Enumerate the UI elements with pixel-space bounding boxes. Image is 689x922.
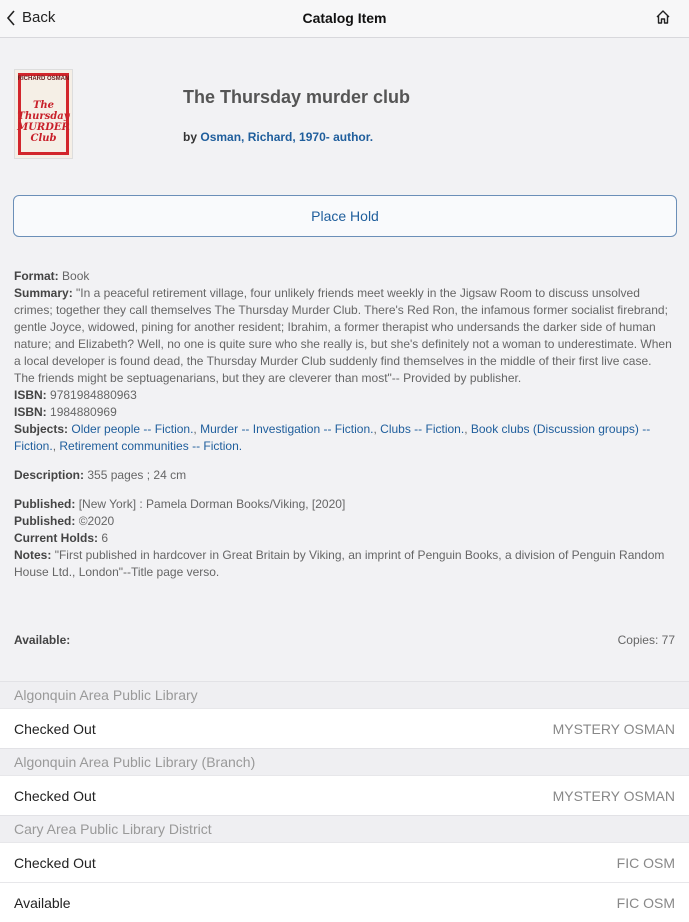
author-line: by Osman, Richard, 1970- author. xyxy=(183,130,374,144)
copy-row[interactable] xyxy=(0,882,689,922)
item-details xyxy=(14,268,674,581)
notes-row: Notes: "First published in hardcover in Great Britain by Viking, an imprint of Penguin Books, a division of Penguin Random House Ltd., London"--Title page verso. xyxy=(14,548,665,579)
published-row: Published: [New York] : Pamela Dorman Books/Viking, [2020] xyxy=(14,497,346,511)
call-number: FIC OSM xyxy=(616,854,675,871)
page-title: Catalog Item xyxy=(302,10,387,26)
available-label: Available: xyxy=(14,633,71,647)
home-button[interactable] xyxy=(655,9,671,30)
format-row: Format: Book xyxy=(14,269,90,283)
subjects-row: Subjects: Older people -- Fiction., Murder -- Investigation -- Fiction., Clubs -- Fiction., Book clubs (Discussion groups) -- Fiction., Retirement communities -- Fiction. xyxy=(14,422,651,453)
copy-status: Checked Out xyxy=(14,787,96,804)
subject-link[interactable]: Murder -- Investigation -- Fiction. xyxy=(200,422,374,436)
cover-title: The Thursday MURDER Club xyxy=(17,100,70,144)
navigation-bar xyxy=(0,0,689,38)
isbn-row: ISBN: 1984880969 xyxy=(14,405,117,419)
library-header: Cary Area Public Library District xyxy=(0,815,689,842)
author-link[interactable]: Osman, Richard, 1970- author. xyxy=(200,130,374,144)
item-title: The Thursday murder club xyxy=(183,87,411,107)
isbn-row: ISBN: 9781984880963 xyxy=(14,388,137,402)
copy-status: Available xyxy=(14,894,71,911)
description-row: Description: 355 pages ; 24 cm xyxy=(14,468,187,482)
copies-count: Copies: 77 xyxy=(617,633,675,647)
copy-status: Checked Out xyxy=(14,720,96,737)
library-header: Algonquin Area Public Library (Branch) xyxy=(0,748,689,775)
call-number: MYSTERY OSMAN xyxy=(552,787,675,804)
copy-row[interactable] xyxy=(0,842,689,882)
library-header: Algonquin Area Public Library xyxy=(0,681,689,708)
published-row: Published: ©2020 xyxy=(14,514,115,528)
copy-status: Checked Out xyxy=(14,854,96,871)
subject-link[interactable]: Clubs -- Fiction. xyxy=(380,422,465,436)
place-hold-button[interactable]: Place Hold xyxy=(13,195,677,237)
holdings-list xyxy=(0,681,689,922)
book-cover-image xyxy=(14,69,73,159)
call-number: FIC OSM xyxy=(616,894,675,911)
call-number: MYSTERY OSMAN xyxy=(552,720,675,737)
subject-link[interactable]: Retirement communities -- Fiction. xyxy=(59,439,243,453)
subject-link[interactable]: Book clubs (Discussion groups) -- Fiction. xyxy=(14,422,651,453)
cover-author: RICHARD OSMAN xyxy=(17,76,70,82)
copy-row[interactable] xyxy=(0,775,689,815)
home-icon xyxy=(655,9,671,25)
summary-row: Summary: "In a peaceful retirement village, four unlikely friends meet weekly in the Jigsaw Room to discuss unsolved crimes; together they call themselves The Thursday Murder Club. There's Red Ron, the infamous former socialist firebrand; gentle Joyce, widowed, pining for another resident; Ibrahim, a former therapist who undersands the darker side of human nature; and Elizabeth? Well, no one is quite sure who she really is, but she's definitely not a woman to underestimate. When a local developer is found dead, the Thursday Murder Club suddenly find themselves in the middle of their first live case. The friends might be septuagenarians, but they are cleverer than most"-- Provided by publisher. xyxy=(14,286,672,385)
back-label: Back xyxy=(22,9,56,26)
current-holds-row: Current Holds: 6 xyxy=(14,531,109,545)
copy-row[interactable] xyxy=(0,708,689,748)
subject-link[interactable]: Older people -- Fiction. xyxy=(71,422,194,436)
